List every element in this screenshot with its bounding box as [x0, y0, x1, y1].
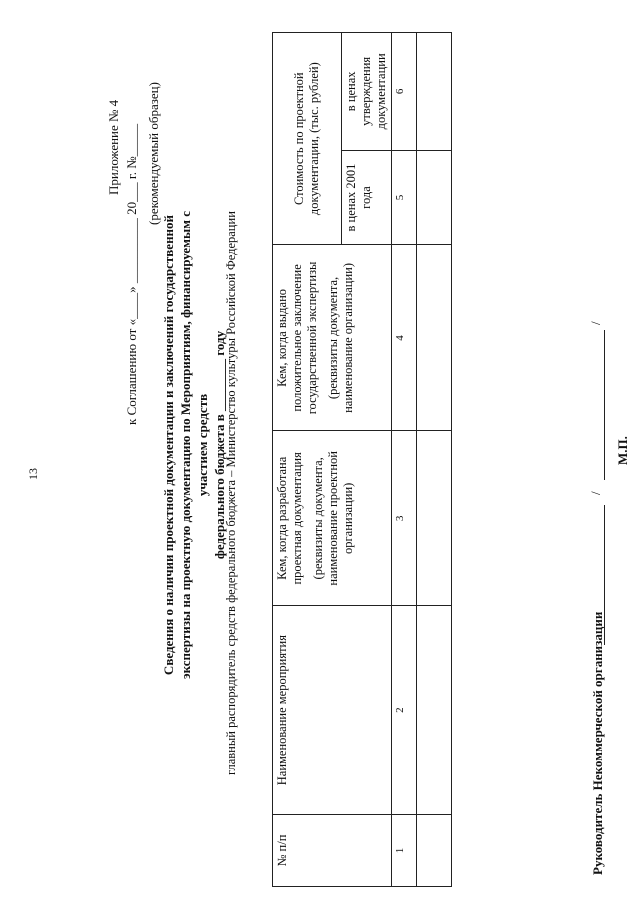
appendix-label: Приложение № 4	[106, 99, 121, 195]
header-expertise	[273, 245, 392, 431]
signature-slash: /	[588, 491, 603, 495]
head-signature-label: Руководитель Некоммерческой организации	[590, 611, 605, 875]
table-header-row	[273, 33, 342, 887]
column-number: 3	[392, 431, 417, 606]
sample-note: (рекомендуемый образец)	[146, 82, 161, 225]
table-cell	[417, 431, 452, 606]
header-name: Наименование мероприятия	[273, 606, 392, 815]
column-number: 6	[392, 33, 417, 151]
column-number-row	[392, 33, 417, 887]
stamp-place: М.П.	[615, 436, 630, 465]
column-number: 5	[392, 150, 417, 245]
signature-slash-end: /	[588, 321, 603, 325]
signature-line	[604, 505, 605, 645]
table-row-empty	[417, 33, 452, 887]
document-title	[160, 185, 228, 705]
title-line-2: экспертизы на проектную документацию по Мероприятиям, финансируемым с участием средств	[178, 210, 210, 680]
table-cell	[417, 606, 452, 815]
table-cell	[417, 33, 452, 151]
column-number: 4	[392, 245, 417, 431]
table-cell	[417, 245, 452, 431]
chief-administrator-line: главный распорядитель средств федерального бюджета – Министерство культуры Российской Федерации	[224, 211, 238, 775]
header-cost-2001: в ценах 2001 года	[342, 150, 392, 245]
header-developer-note: (реквизиты документа, наименование проектной организации)	[311, 451, 355, 586]
column-number: 1	[392, 815, 417, 887]
table-cell	[417, 150, 452, 245]
header-num: № п/п	[273, 815, 392, 887]
header-developer	[273, 431, 392, 606]
header-expertise-text: Кем, когда выдано положительное заключение государственной экспертизы	[275, 261, 319, 415]
title-line-3: федерального бюджета в ________ году	[212, 330, 227, 560]
project-documentation-table	[272, 32, 452, 887]
title-line-1: Сведения о наличии проектной документации и заключений государственной	[161, 214, 176, 676]
header-cost: Стоимость по проектной документации, (тыс. рублей)	[273, 33, 342, 245]
name-line	[604, 330, 605, 480]
header-expertise-note: (реквизиты документа, наименование организации)	[326, 262, 355, 413]
header-cost-approval: в ценах утверждения документации	[342, 33, 392, 151]
agreement-reference: к Соглашению от «____» __________ 20___ г. №_____	[124, 123, 139, 425]
header-developer-text: Кем, когда разработана проектная документация	[275, 452, 304, 585]
page-number: 13	[26, 468, 40, 480]
table-cell	[417, 815, 452, 887]
column-number: 2	[392, 606, 417, 815]
